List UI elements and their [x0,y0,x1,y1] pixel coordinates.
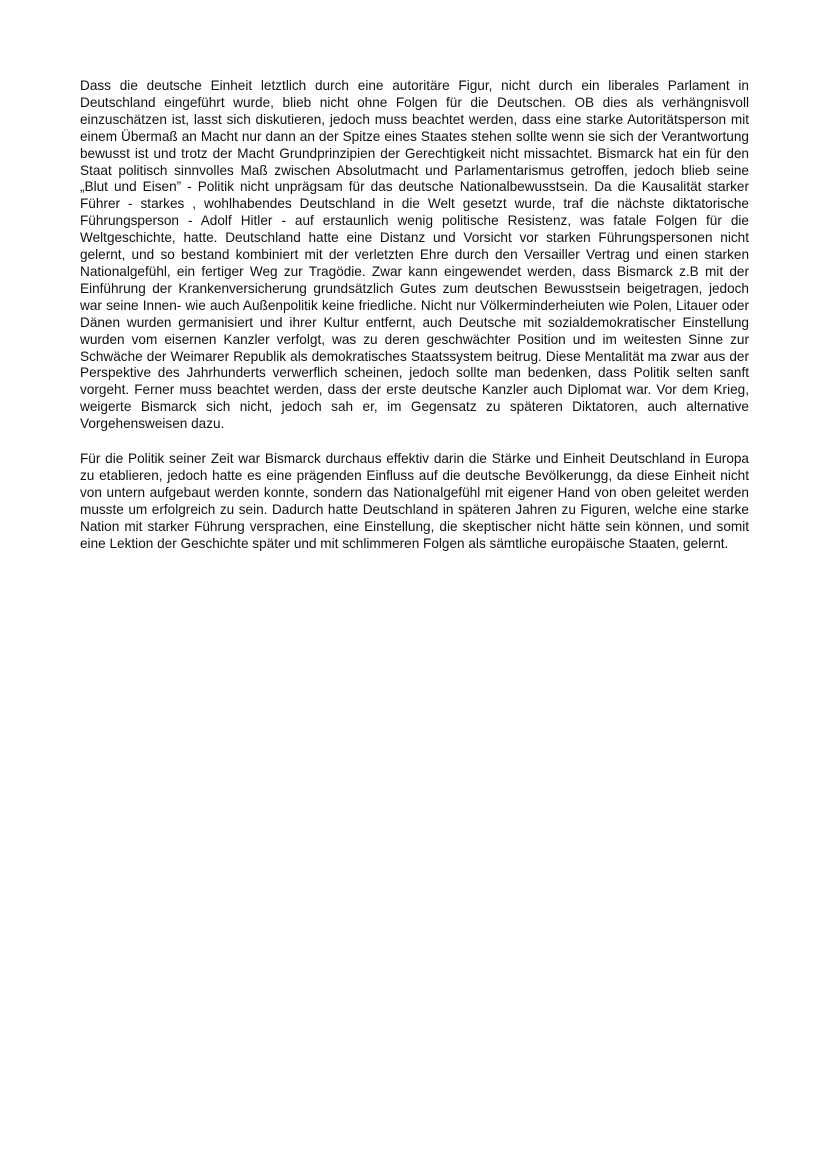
paragraph-1: Dass die deutsche Einheit letztlich durch eine autoritäre Figur, nicht durch ein liberales Parlament in Deutschland eingeführt wurde, blieb nicht ohne Folgen für die Deutschen. OB dies als verhängnisvoll einzuschätzen ist, lasst sich diskutieren, jedoch muss beachtet werden, dass eine starke Autoritätsperson mit einem Übermaß an Macht nur dann an der Spitze eines Staates stehen sollte wenn sie sich der Verantwortung bewusst ist und trotz der Macht Grundprinzipien der Gerechtigkeit nicht missachtet. Bismarck hat ein für den Staat politisch sinnvolles Maß zwischen Absolutmacht und Parlamentarismus getroffen, jedoch blieb seine „Blut und Eisen” - Politik nicht unprägsam für das deutsche Nationalbewusstsein. Da die Kausalität starker Führer - starkes , wohlhabendes Deutschland in die Welt gesetzt wurde, traf die nächste diktatorische Führungsperson - Adolf Hitler - auf erstaunlich wenig politische Resistenz, was fatale Folgen für die Weltgeschichte, hatte. Deutschland hatte eine Distanz und Vorsicht vor starken Führungspersonen nicht gelernt, und so bestand kombiniert mit der verletzten Ehre durch den Versailler Vertrag und einen starken Nationalgefühl, ein fertiger Weg zur Tragödie. Zwar kann eingewendet werden, dass Bismarck z.B mit der Einführung der Krankenversicherung grundsätzlich Gutes zum deutschen Bewusstsein beigetragen, jedoch war seine Innen- wie auch Außenpolitik keine friedliche. Nicht nur Völkerminderheiuten wie Polen, Litauer oder Dänen wurden germanisiert und ihrer Kultur entfernt, auch Deutsche mit sozialdemokratischer Einstellung wurden vom eisernen Kanzler verfolgt, was zu deren geschwächter Position und im weitesten Sinne zur Schwäche der Weimarer Republik als demokratisches Staatssystem beitrug. Diese Mentalität ma zwar aus der Perspektive des Jahrhunderts verwerflich scheinen, jedoch sollte man bedenken, dass Politik selten sanft vorgeht. Ferner muss beachtet werden, dass der erste deutsche Kanzler auch Diplomat war. Vor dem Krieg, weigerte Bismarck sich nicht, jedoch sah er, im Gegensatz zu späteren Diktatoren, auch alternative Vorgehensweisen dazu. [80,78,749,432]
document-page [80,78,749,552]
paragraph-2: Für die Politik seiner Zeit war Bismarck durchaus effektiv darin die Stärke und Einheit Deutschland in Europa zu etablieren, jedoch hatte es eine prägenden Einfluss auf die deutsche Bevölkerungg, da diese Einheit nicht von untern aufgebaut werden konnte, sondern das Nationalgefühl mit eigener Hand von oben geleitet werden musste um erfolgreich zu sein. Dadurch hatte Deutschland in späteren Jahren zu Figuren, welche eine starke Nation mit starker Führung versprachen, eine Einstellung, die skeptischer nicht hätte sein können, und somit eine Lektion der Geschichte später und mit schlimmeren Folgen als sämtliche europäische Staaten, gelernt. [80,451,749,551]
